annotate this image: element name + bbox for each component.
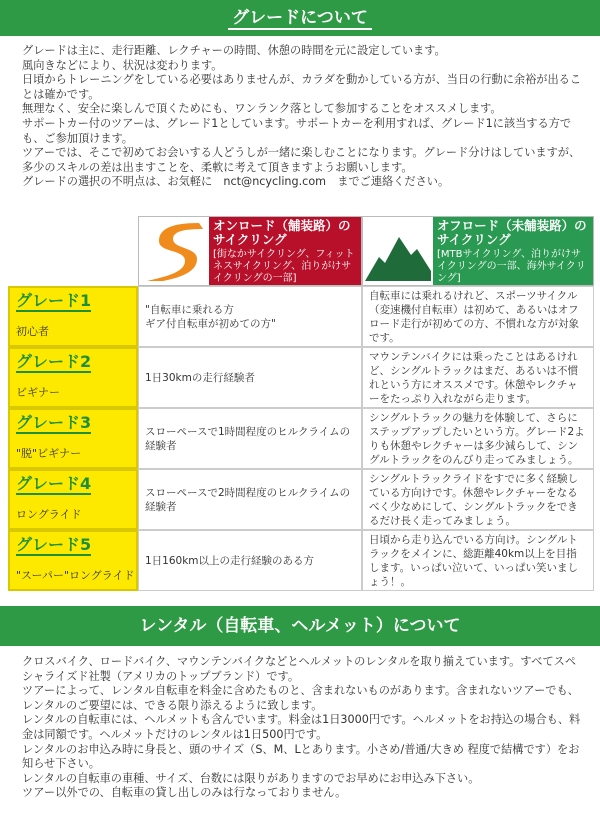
mountain-icon — [365, 219, 431, 283]
grade-intro — [0, 36, 600, 216]
grade-level: ロングライド — [16, 508, 82, 521]
grade-onroad-desc: 1日160km以上の走行経験のある方 — [138, 530, 362, 591]
rental-section-title: レンタル（自転車、ヘルメット）について — [139, 616, 461, 636]
grade-name[interactable]: グレード4 — [16, 474, 92, 493]
intro-line: 風向きなどにより、状況は変わります。 — [22, 58, 223, 72]
intro-line: 無理なく、安全に楽しんで頂くためにも、ワンランク落として参加することをオススメします。 — [22, 102, 502, 116]
grade-offroad-desc: 日頃から走り込んでいる方向け。シングルトラックをメインに、総距離40km以上を目指します。いっぱい泣いて、いっぱい笑いましょう！。 — [362, 530, 594, 591]
grade-onroad-desc: "自転車に乗れる方 ギア付自転車が初めての方" — [138, 286, 362, 347]
grade-offroad-desc: シングルトラックライドをすでに多く経験している方向けです。休憩やレクチャーをなるべく少なめにして、シングルトラックをできるだけ長く走ってみましょう。 — [362, 469, 594, 530]
rental-paragraph: ツアー以外での、自転車の貸し出しのみは行なっておりません。 — [22, 786, 347, 800]
grade-row — [8, 347, 594, 408]
grade-row — [8, 469, 594, 530]
grade-level: "スーパー"ロングライド — [16, 569, 135, 582]
rental-paragraph: レンタルの自転車には、ヘルメットも含んでいます。料金は1日3000円です。ヘルメットをお持込の場合も、料金は同額です。ヘルメットだけのレンタルは1日500円です。 — [22, 713, 581, 741]
grade-section-title: グレードについて — [228, 8, 372, 30]
grade-offroad-desc: シングルトラックの魅力を体験して、さらにステップアップしたいという方。グレード2よりも休憩やレクチャーは多少減らして、シングルトラックをのんびり走ってみましょう。 — [362, 408, 594, 469]
grade-level: 初心者 — [16, 325, 49, 338]
intro-line: サポートカー付のツアーは、グレード1としています。サポートカーを利用すれば、グレード1に該当する方でも、ご参加頂けます。 — [22, 116, 572, 145]
road-icon — [141, 219, 207, 283]
grade-banner — [0, 0, 600, 36]
intro-line: 日頃からトレーニングをしている必要はありませんが、カラダを動かしている方が、当日の行動に余裕が出ることは確かです。 — [22, 73, 582, 101]
intro-line: グレードは主に、走行距離、レクチャーの時間、休憩の時間を元に設定しています。 — [22, 44, 446, 57]
grade-row — [8, 530, 594, 591]
grade-row — [8, 408, 594, 469]
intro-line: ツアーでは、そこで初めてお会いする人どうしが一緒に楽しむことになります。グレード分けはしていますが、多少のスキルの差は出ますことを、柔軟に考えて頂きますようお願いします。 — [22, 146, 581, 174]
grade-offroad-desc: 自転車には乗れるけれど、スポーツサイクル（変速機付自転車）は初めて、あるいはオフロード走行が初めての方、不慣れな方が対象です。 — [362, 286, 594, 347]
grade-name[interactable]: グレード2 — [16, 352, 92, 371]
onroad-subtitle: [街なかサイクリング、フィットネスサイクリング、泊りがけサイクリングの一部] — [213, 249, 355, 284]
rental-paragraph: クロスバイク、ロードバイク、マウンテンバイクなどとヘルメットのレンタルを取り揃えています。すべてスペシャライズド社製（アメリカのトップブランド）です。 — [22, 655, 577, 683]
offroad-subtitle: [MTBサイクリング、泊りがけサイクリングの一部、海外サイクリング] — [437, 249, 586, 284]
grade-name[interactable]: グレード3 — [16, 413, 92, 432]
intro-line: グレードの選択の不明点は、お気軽に nct@ncycling.com までご連絡ください。 — [22, 175, 450, 189]
rental-paragraph: レンタルの自転車の車種、サイズ、台数には限りがありますのでお早めにお申込み下さい。 — [22, 771, 480, 785]
rental-paragraph: レンタルのお申込み時に身長と、頭のサイズ（S、M、Lとあります。小さめ/普通/大きめ 程度で結構です）をお知らせ下さい。 — [22, 742, 580, 771]
grade-level: ビギナー — [16, 386, 60, 399]
grade-row — [8, 286, 594, 347]
rental-paragraph: ツアーによって、レンタル自転車を料金に含めたものと、含まれないものがあります。含まれないツアーでも、レンタルのご要望には、できる限り添えるように致します。 — [22, 684, 579, 712]
grade-onroad-desc: スローペースで1時間程度のヒルクライムの経験者 — [138, 408, 362, 469]
grade-table — [8, 216, 594, 592]
offroad-header — [362, 216, 594, 286]
grade-name[interactable]: グレード5 — [16, 535, 92, 554]
grade-onroad-desc: 1日30kmの走行経験者 — [138, 347, 362, 408]
rental-banner — [0, 606, 600, 646]
grade-level: "脱"ビギナー — [16, 447, 82, 460]
grade-onroad-desc: スローペースで2時間程度のヒルクライムの経験者 — [138, 469, 362, 530]
onroad-title: オンロード（舗装路）のサイクリング — [213, 218, 351, 247]
onroad-header — [138, 216, 362, 286]
grade-offroad-desc: マウンテンバイクには乗ったことはあるけれど、シングルトラックはまだ、あるいは不慣れという方にオススメです。休憩やレクチャーをたっぷり入れながら走ります。 — [362, 347, 594, 408]
rental-body — [0, 646, 600, 801]
grade-name[interactable]: グレード1 — [16, 291, 92, 310]
offroad-title: オフロード（未舗装路）のサイクリング — [437, 218, 587, 247]
